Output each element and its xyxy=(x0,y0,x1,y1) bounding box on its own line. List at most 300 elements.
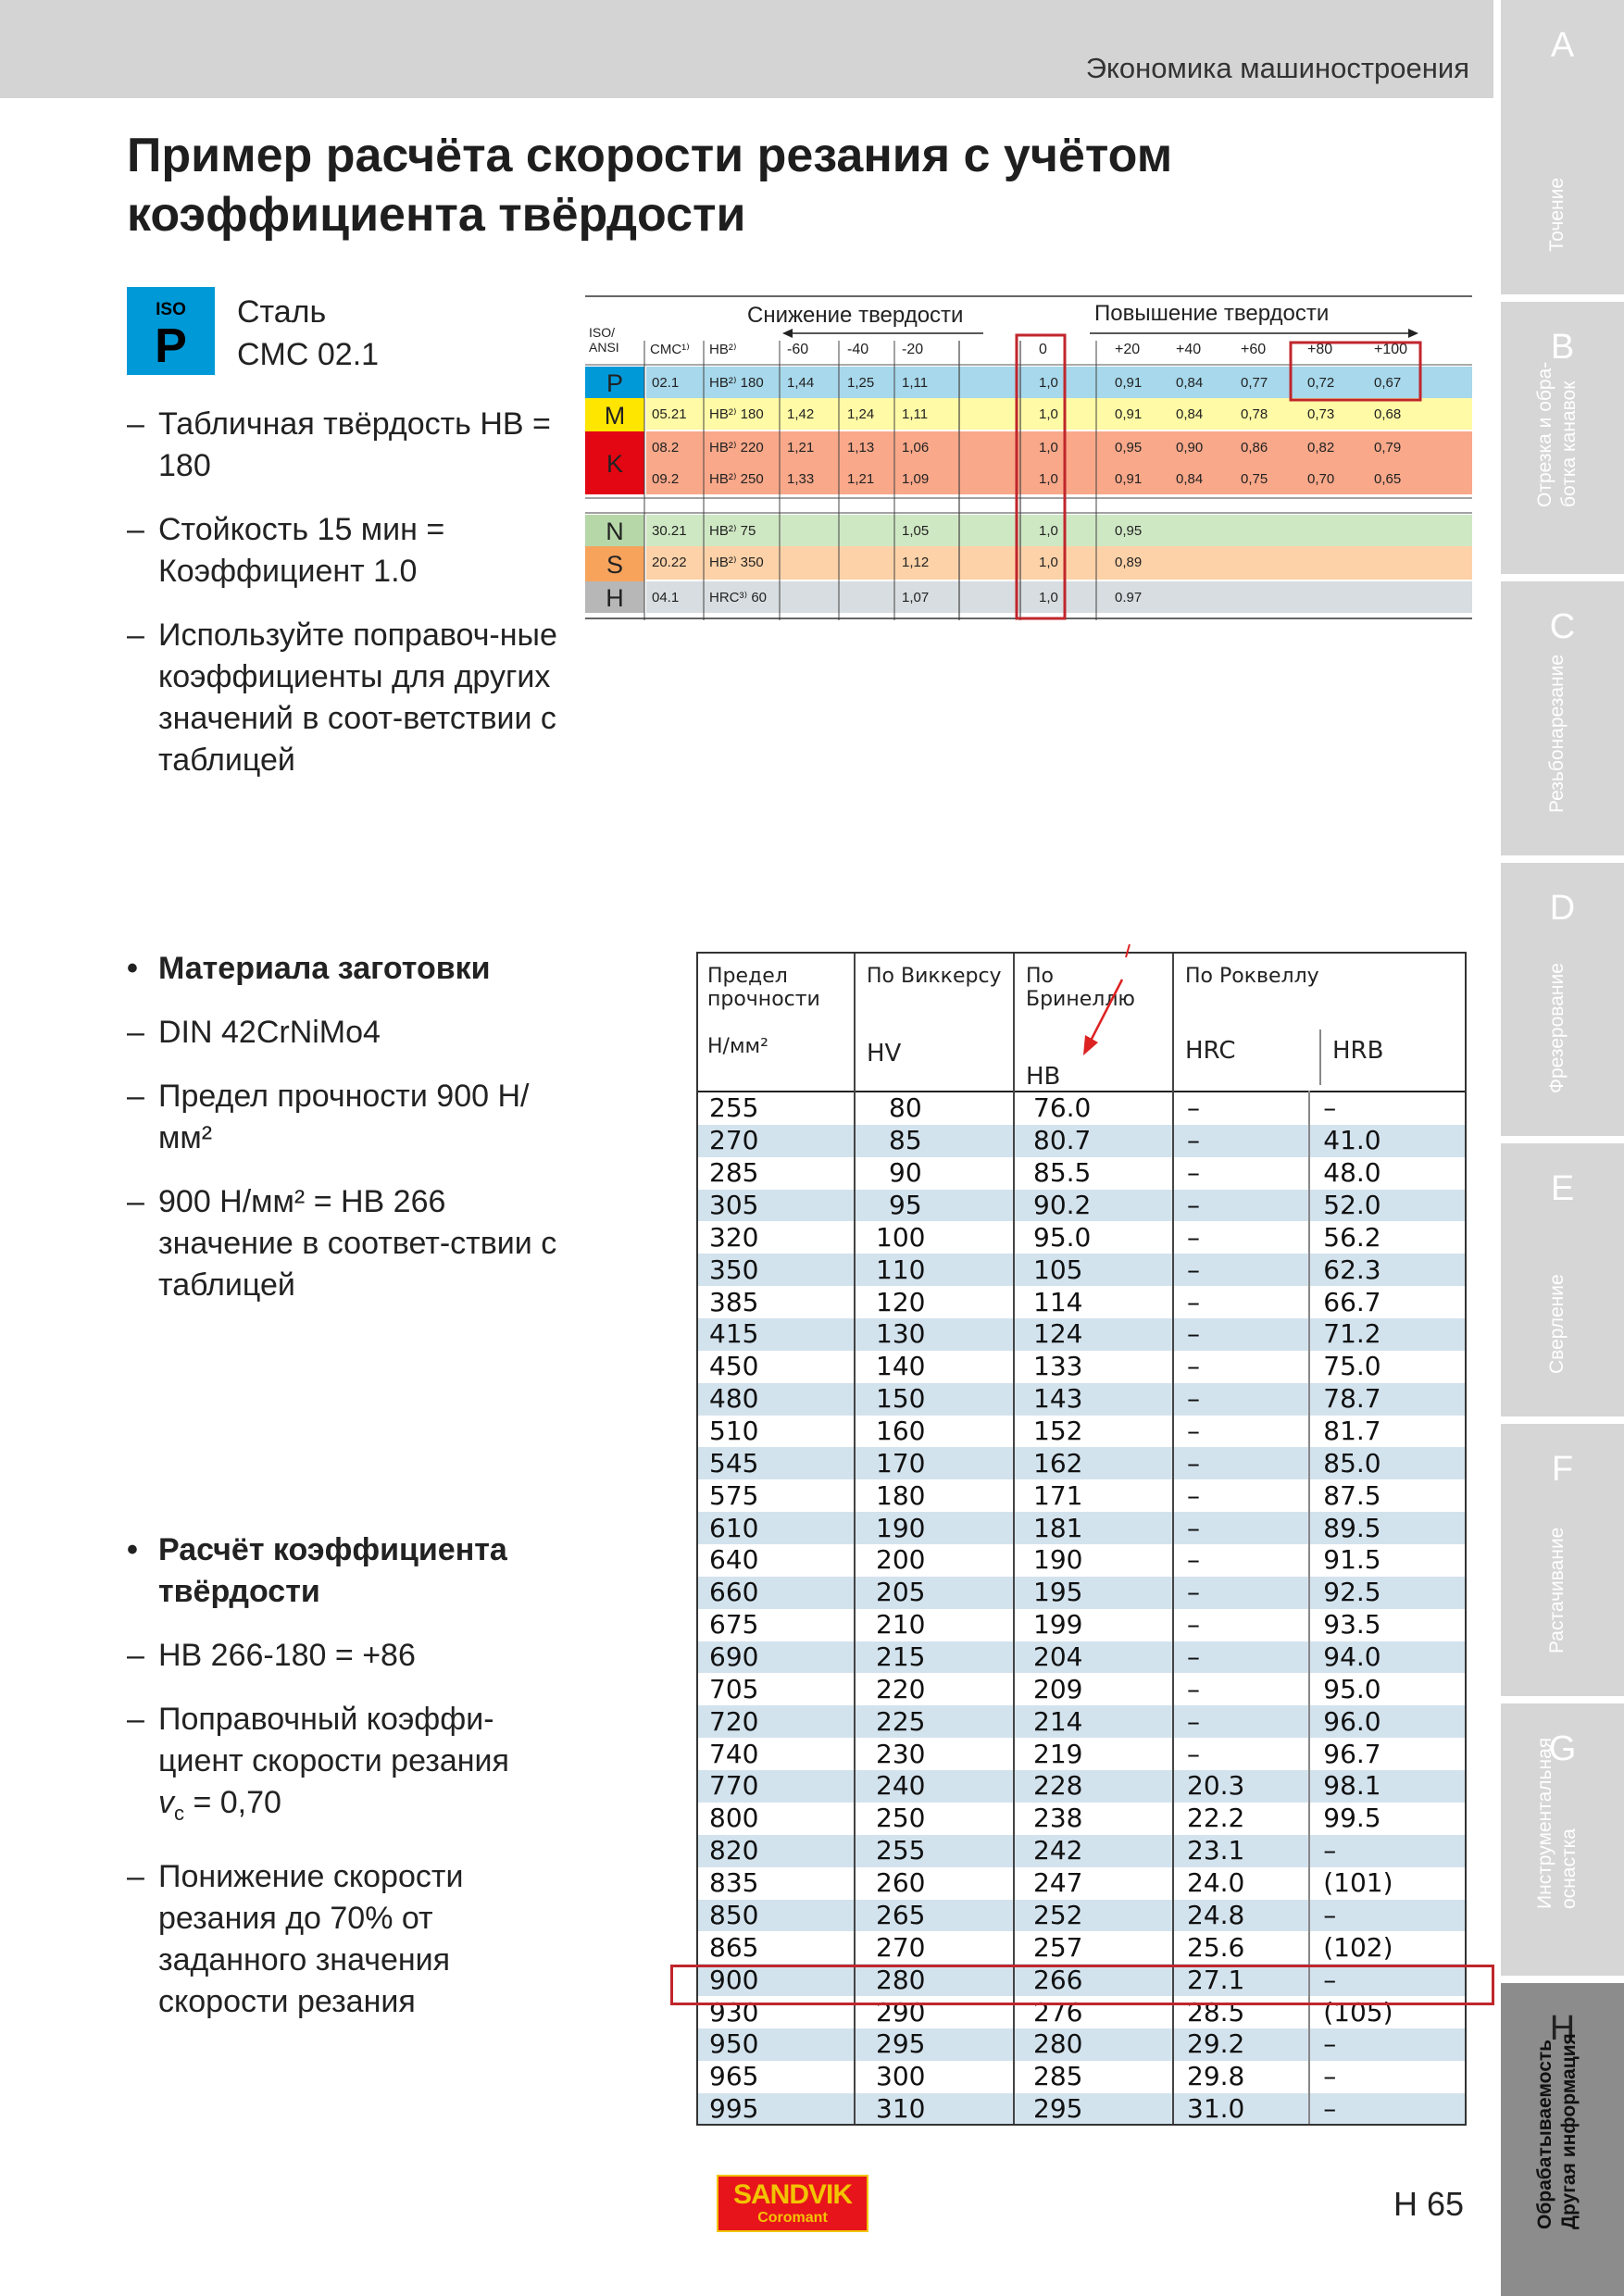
tab-a[interactable] xyxy=(1501,0,1624,294)
header-title: Экономика машиностроения xyxy=(1085,52,1469,84)
factor-value: 0,65 xyxy=(1374,471,1402,487)
factor-value: 0,95 xyxy=(1115,523,1143,539)
hv-cell: 140 xyxy=(855,1351,1014,1383)
hb-cell: 181 xyxy=(1014,1512,1173,1544)
hrb-cell: 48.0 xyxy=(1323,1157,1381,1189)
material-label xyxy=(237,291,379,376)
hb-cell: 280 xyxy=(1014,2028,1173,2061)
iso-label: ISO xyxy=(156,300,186,319)
table-row xyxy=(646,546,1472,580)
arrow-icon xyxy=(1074,942,1139,1063)
material-name: Сталь xyxy=(237,294,327,330)
hv-cell: 230 xyxy=(855,1738,1014,1770)
hb-cell: 171 xyxy=(1014,1479,1173,1512)
hv-cell: 295 xyxy=(855,2028,1014,2061)
factor-value: 0,82 xyxy=(1307,440,1335,455)
factor-value: 0,86 xyxy=(1241,440,1268,455)
factor-value: 1,11 xyxy=(902,375,929,391)
table-row xyxy=(696,1479,1467,1512)
tab-letter: A xyxy=(1550,26,1575,65)
vc-symbol: v xyxy=(158,1785,174,1820)
hb-cell: 90.2 xyxy=(1014,1190,1173,1222)
page-number: H 65 xyxy=(1393,2185,1465,2223)
hv-cell: 290 xyxy=(855,1996,1014,2028)
table-row xyxy=(696,2061,1467,2093)
tab-label: Резьбонарезание xyxy=(1546,654,1568,813)
hv-cell: 300 xyxy=(855,2061,1014,2093)
table-row xyxy=(696,1416,1467,1448)
factor-value: 0,89 xyxy=(1115,555,1143,570)
hb-cell: 209 xyxy=(1014,1673,1173,1705)
tab-letter: G xyxy=(1548,1729,1577,1768)
factor-value: 1,12 xyxy=(902,555,930,570)
hrc-cell: – xyxy=(1173,1705,1309,1738)
hrc-cell: 23.1 xyxy=(1173,1835,1309,1867)
hrc-cell: 22.2 xyxy=(1173,1803,1309,1835)
factor-value: 0,77 xyxy=(1241,375,1268,391)
cmc-value: 02.1 xyxy=(652,375,680,391)
tab-letter: F xyxy=(1551,1450,1574,1489)
hb-cell: 252 xyxy=(1014,1900,1173,1932)
section-1 xyxy=(127,404,562,804)
hrb-cell: 87.5 xyxy=(1323,1479,1381,1511)
factor-value: 0,73 xyxy=(1307,406,1335,422)
hrb-cell: 98.1 xyxy=(1309,1770,1467,1803)
col-cmc: CMC¹⁾ xyxy=(650,342,690,357)
hrc-cell: – xyxy=(1173,1479,1309,1512)
increase-label: Повышение твердости xyxy=(1094,301,1330,326)
hrb-cell: 75.0 xyxy=(1323,1351,1381,1382)
hrb-cell: 89.5 xyxy=(1309,1512,1467,1544)
factor-value: 0,68 xyxy=(1374,406,1402,422)
factor-value: 1,0 xyxy=(1039,440,1058,455)
hv-cell: 120 xyxy=(855,1286,1014,1318)
hb-cell: 257 xyxy=(1014,1931,1173,1964)
table-row xyxy=(696,1738,1467,1770)
table-row xyxy=(696,1157,1467,1190)
hrb-cell: – xyxy=(1309,1835,1467,1867)
hrb-cell: 41.0 xyxy=(1309,1125,1467,1157)
cmc-value: 30.21 xyxy=(652,523,687,539)
iso-group-letter: H xyxy=(606,584,624,612)
factor-value: 0.97 xyxy=(1115,590,1143,605)
hrb-cell: 71.2 xyxy=(1309,1318,1467,1351)
factor-value: 1,21 xyxy=(847,471,875,487)
col-vickers: По Виккерсу HV xyxy=(855,952,1014,1092)
tab-label: Точение xyxy=(1546,177,1568,252)
tab-d[interactable] xyxy=(1501,863,1624,1136)
table-row xyxy=(696,1577,1467,1609)
factor-value: 1,05 xyxy=(902,523,930,539)
hrb-cell: 93.5 xyxy=(1323,1609,1381,1641)
hrb-cell: – xyxy=(1323,2061,1337,2092)
table-row xyxy=(696,1931,1467,1964)
tab-letter: D xyxy=(1549,889,1576,928)
factor-value: 0,91 xyxy=(1115,375,1143,391)
strength-cell: 930 xyxy=(696,1996,855,2028)
hv-cell: 205 xyxy=(855,1577,1014,1609)
hv-cell: 80 xyxy=(855,1092,1014,1125)
hardness-conversion-table xyxy=(696,952,1467,2126)
sandvik-logo: SANDVIK Coromant xyxy=(717,2175,868,2232)
strength-cell: 865 xyxy=(696,1931,855,1964)
hrc-cell: – xyxy=(1173,1609,1309,1641)
hrb-cell: 78.7 xyxy=(1309,1383,1467,1416)
hrb-cell: 81.7 xyxy=(1323,1416,1381,1447)
hv-cell: 110 xyxy=(855,1254,1014,1286)
tab-e[interactable] xyxy=(1501,1143,1624,1416)
table-row xyxy=(696,1318,1467,1351)
factor-value: 1,09 xyxy=(902,471,930,487)
hrc-cell: – xyxy=(1173,1512,1309,1544)
iso-group: P xyxy=(155,319,187,373)
hrb-cell: 94.0 xyxy=(1309,1641,1467,1674)
factor-value: 1,24 xyxy=(847,406,875,422)
hrb-cell: (105) xyxy=(1323,1996,1393,2028)
list-item: – Понижение скорости резания до 70% от заданного значения скорости резания xyxy=(127,1858,464,2019)
factor-value: 1,0 xyxy=(1039,590,1058,605)
hv-cell: 280 xyxy=(855,1964,1014,1996)
section-heading: • Материала заготовки xyxy=(127,951,491,986)
tab-g[interactable] xyxy=(1501,1703,1624,1976)
iso-group-letter: S xyxy=(606,551,624,579)
strength-cell: 610 xyxy=(696,1512,855,1544)
strength-cell: 450 xyxy=(696,1351,855,1383)
strength-cell: 850 xyxy=(696,1900,855,1932)
strength-cell: 835 xyxy=(696,1867,855,1900)
table-row xyxy=(696,1383,1467,1416)
table-row xyxy=(696,1286,1467,1318)
delta-header: +40 xyxy=(1176,342,1202,357)
hb-cell: 242 xyxy=(1014,1835,1173,1867)
hv-cell: 255 xyxy=(855,1835,1014,1867)
hardness-correction-table xyxy=(585,294,1472,620)
hv-cell: 130 xyxy=(855,1318,1014,1351)
strength-cell: 800 xyxy=(696,1803,855,1835)
cmc-value: 04.1 xyxy=(652,590,680,605)
hb-cell: 195 xyxy=(1014,1577,1173,1609)
strength-cell: 995 xyxy=(696,2093,855,2126)
hardness-value: HB²⁾ 220 xyxy=(709,440,764,455)
hb-cell: 80.7 xyxy=(1014,1125,1173,1157)
factor-value: 0,84 xyxy=(1176,406,1204,422)
hv-cell: 220 xyxy=(855,1673,1014,1705)
hv-cell: 215 xyxy=(855,1641,1014,1674)
hrb-cell: 92.5 xyxy=(1309,1577,1467,1609)
table-row xyxy=(696,1512,1467,1544)
hv-cell: 225 xyxy=(855,1705,1014,1738)
factor-value: 0,78 xyxy=(1241,406,1268,422)
hv-cell: 180 xyxy=(855,1479,1014,1512)
tab-b[interactable] xyxy=(1501,302,1624,574)
iso-group-letter: P xyxy=(606,369,624,397)
factor-value: 1,11 xyxy=(902,406,929,422)
decrease-label: Снижение твердости xyxy=(747,303,964,328)
hardness-value: HB²⁾ 75 xyxy=(709,523,756,539)
list-item: – Предел прочности 900 Н/мм² xyxy=(127,1079,530,1155)
factor-value: 1,0 xyxy=(1039,406,1058,422)
hb-cell: 162 xyxy=(1014,1447,1173,1479)
strength-cell: 740 xyxy=(696,1738,855,1770)
table-row xyxy=(696,1447,1467,1479)
table-row xyxy=(696,1254,1467,1286)
section-3 xyxy=(127,1529,562,2045)
tab-c[interactable] xyxy=(1501,581,1624,855)
page-title: Пример расчёта скорости резания с учётом коэффициента твёрдости xyxy=(127,129,1173,242)
strength-cell: 270 xyxy=(696,1125,855,1157)
vc-value: = 0,70 xyxy=(184,1785,281,1820)
hrb-cell: 95.0 xyxy=(1323,1673,1381,1704)
hrb-cell: (102) xyxy=(1323,1931,1393,1963)
hb-cell: 95.0 xyxy=(1014,1221,1173,1254)
hb-cell: 214 xyxy=(1014,1705,1173,1738)
hrc-cell: – xyxy=(1173,1125,1309,1157)
hb-cell: 219 xyxy=(1014,1738,1173,1770)
hrb-cell: – xyxy=(1309,1964,1467,1996)
factor-value: 0,79 xyxy=(1374,440,1402,455)
table-row xyxy=(646,581,1472,613)
table-row xyxy=(696,1673,1467,1705)
strength-cell: 660 xyxy=(696,1577,855,1609)
strength-cell: 510 xyxy=(696,1416,855,1448)
strength-cell: 900 xyxy=(696,1964,855,1996)
table-row xyxy=(696,1092,1467,1125)
hb-cell: 85.5 xyxy=(1014,1157,1173,1190)
hb-cell: 190 xyxy=(1014,1544,1173,1577)
table-row xyxy=(696,2093,1467,2126)
list-item: – HB 266-180 = +86 xyxy=(127,1638,416,1673)
hrb-cell: – xyxy=(1309,2028,1467,2061)
hrc-cell: – xyxy=(1173,1318,1309,1351)
hrc-cell: – xyxy=(1173,1092,1309,1125)
hb-cell: 228 xyxy=(1014,1770,1173,1803)
table-row xyxy=(696,1996,1467,2028)
material-cmc: CMC 02.1 xyxy=(237,337,380,372)
hb-cell: 114 xyxy=(1014,1286,1173,1318)
delta-header: 0 xyxy=(1039,342,1047,357)
hrc-cell: – xyxy=(1173,1286,1309,1318)
hrb-cell: 85.0 xyxy=(1309,1447,1467,1479)
hrc-cell: – xyxy=(1173,1738,1309,1770)
hv-cell: 265 xyxy=(855,1900,1014,1932)
table-row xyxy=(696,1900,1467,1932)
table-row xyxy=(696,1867,1467,1900)
factor-value: 0,95 xyxy=(1115,440,1143,455)
delta-header: -20 xyxy=(902,342,924,357)
tab-h[interactable] xyxy=(1501,1983,1624,2296)
tab-label: Отрезка и обра- ботка канавок xyxy=(1534,361,1580,507)
strength-cell: 385 xyxy=(696,1286,855,1318)
hv-cell: 270 xyxy=(855,1931,1014,1964)
hb-cell: 143 xyxy=(1014,1383,1173,1416)
strength-cell: 705 xyxy=(696,1673,855,1705)
delta-header: +80 xyxy=(1307,342,1333,357)
delta-header: -40 xyxy=(847,342,869,357)
tab-f[interactable] xyxy=(1501,1424,1624,1696)
factor-value: 1,0 xyxy=(1039,523,1058,539)
hardness-value: HRC³⁾ 60 xyxy=(709,590,768,605)
hb-cell: 133 xyxy=(1014,1351,1173,1383)
header-bar xyxy=(0,0,1493,98)
factor-value: 1,33 xyxy=(787,471,815,487)
hrb-cell: 91.5 xyxy=(1323,1544,1381,1576)
factor-value: 0,90 xyxy=(1176,440,1204,455)
factor-value: 0,91 xyxy=(1115,406,1143,422)
hv-cell: 190 xyxy=(855,1512,1014,1544)
hrb-cell: 62.3 xyxy=(1309,1254,1467,1286)
hrc-cell: 29.2 xyxy=(1173,2028,1309,2061)
strength-cell: 415 xyxy=(696,1318,855,1351)
factor-value: 0,70 xyxy=(1307,471,1335,487)
strength-cell: 285 xyxy=(696,1157,855,1190)
list-item: – DIN 42CrNiMo4 xyxy=(127,1015,381,1050)
table-row xyxy=(646,463,1472,494)
delta-header: +60 xyxy=(1241,342,1267,357)
hb-cell: 76.0 xyxy=(1014,1092,1173,1125)
list-item: – 900 Н/мм² = HB 266 значение в соответ-ствии с таблицей xyxy=(127,1184,557,1303)
hrc-cell: – xyxy=(1173,1673,1309,1705)
hv-cell: 170 xyxy=(855,1447,1014,1479)
section-2 xyxy=(127,948,562,1329)
table-row xyxy=(696,1125,1467,1157)
hv-cell: 310 xyxy=(855,2093,1014,2126)
section-tabs xyxy=(1501,0,1624,2296)
hrb-cell: 56.2 xyxy=(1323,1221,1381,1253)
factor-value: 0,84 xyxy=(1176,375,1204,391)
hrc-cell: 31.0 xyxy=(1173,2093,1309,2126)
col-strength: Предел прочности Н/мм² xyxy=(696,952,855,1092)
hrc-cell: – xyxy=(1173,1577,1309,1609)
hv-cell: 210 xyxy=(855,1609,1014,1641)
hrc-cell: – xyxy=(1173,1351,1309,1383)
list-item: – Поправочный коэффи-циент скорости резания $v_c = 0,70$ xyxy=(127,1702,509,1825)
table-row xyxy=(646,431,1472,463)
hrb-cell: 99.5 xyxy=(1323,1803,1381,1834)
hb-cell: 105 xyxy=(1014,1254,1173,1286)
hrc-cell: – xyxy=(1173,1157,1309,1190)
factor-value: 0,75 xyxy=(1241,471,1268,487)
hrc-cell: 20.3 xyxy=(1173,1770,1309,1803)
factor-value: 0,67 xyxy=(1374,375,1402,391)
strength-cell: 575 xyxy=(696,1479,855,1512)
hardness-value: HB²⁾ 250 xyxy=(709,471,764,487)
hv-cell: 95 xyxy=(855,1190,1014,1222)
factor-value: 1,25 xyxy=(847,375,875,391)
hb-cell: 199 xyxy=(1014,1609,1173,1641)
table-row xyxy=(696,1835,1467,1867)
factor-value: 1,07 xyxy=(902,590,930,605)
delta-header: +20 xyxy=(1115,342,1141,357)
table-row xyxy=(696,1705,1467,1738)
hv-cell: 85 xyxy=(855,1125,1014,1157)
iso-group-letter: K xyxy=(606,450,624,478)
hrb-cell: 96.0 xyxy=(1309,1705,1467,1738)
list-item: – Стойкость 15 мин = Коэффициент 1.0 xyxy=(127,512,445,589)
hv-cell: 260 xyxy=(855,1867,1014,1900)
hrc-cell: 24.8 xyxy=(1173,1900,1309,1932)
tab-label: Растачивание xyxy=(1546,1527,1568,1653)
factor-value: 1,0 xyxy=(1039,471,1058,487)
hv-cell: 90 xyxy=(855,1157,1014,1190)
hrc-cell: 25.6 xyxy=(1173,1931,1309,1964)
hb-cell: 247 xyxy=(1014,1867,1173,1900)
table-row xyxy=(646,367,1472,398)
factor-value: 0,72 xyxy=(1307,375,1335,391)
hrc-cell: – xyxy=(1173,1383,1309,1416)
hrc-cell: – xyxy=(1173,1416,1309,1448)
hrb-cell: 96.7 xyxy=(1323,1738,1381,1769)
strength-cell: 320 xyxy=(696,1221,855,1254)
hb-cell: 124 xyxy=(1014,1318,1173,1351)
col-hb: HB²⁾ xyxy=(709,342,737,357)
strength-cell: 690 xyxy=(696,1641,855,1674)
factor-value: 1,21 xyxy=(787,440,815,455)
table-row xyxy=(696,1221,1467,1254)
section-heading: • Расчёт коэффициента твёрдости xyxy=(127,1532,507,1609)
tab-letter: B xyxy=(1550,328,1575,367)
col-iso-ansi: ISO/ ANSI xyxy=(589,325,619,355)
strength-cell: 770 xyxy=(696,1770,855,1803)
tab-label: Фрезерование xyxy=(1546,963,1568,1093)
factor-value: 1,44 xyxy=(787,375,815,391)
tab-letter: E xyxy=(1550,1169,1575,1208)
hrb-cell: 52.0 xyxy=(1309,1190,1467,1222)
hb-cell: 152 xyxy=(1014,1416,1173,1448)
factor-value: 0,84 xyxy=(1176,471,1204,487)
strength-cell: 255 xyxy=(696,1092,855,1125)
factor-value: 1,06 xyxy=(902,440,930,455)
delta-header: +100 xyxy=(1374,342,1408,357)
table-row xyxy=(696,1964,1467,1996)
factor-value: 1,0 xyxy=(1039,555,1058,570)
hrc-cell: – xyxy=(1173,1190,1309,1222)
iso-badge xyxy=(127,287,215,375)
strength-cell: 640 xyxy=(696,1544,855,1577)
table-row xyxy=(696,1351,1467,1383)
table-row xyxy=(696,1770,1467,1803)
strength-cell: 350 xyxy=(696,1254,855,1286)
strength-cell: 965 xyxy=(696,2061,855,2093)
tab-label: Обрабатываемость Другая информация xyxy=(1534,2033,1580,2229)
list-item: – Табличная твёрдость HB = 180 xyxy=(127,406,551,483)
hrb-cell: – xyxy=(1309,1900,1467,1932)
hrc-cell: 28.5 xyxy=(1173,1996,1309,2028)
hv-cell: 100 xyxy=(855,1221,1014,1254)
table-row xyxy=(696,1641,1467,1674)
hv-cell: 200 xyxy=(855,1544,1014,1577)
hv-cell: 150 xyxy=(855,1383,1014,1416)
hrc-cell: – xyxy=(1173,1544,1309,1577)
cmc-value: 08.2 xyxy=(652,440,680,455)
table-row xyxy=(696,1609,1467,1641)
arrow-left-icon xyxy=(782,329,793,338)
factor-value: 1,42 xyxy=(787,406,815,422)
iso-group-letter: M xyxy=(604,402,626,430)
cmc-value: 20.22 xyxy=(652,555,687,570)
col-rockwell: По Роквеллу HRC HRB xyxy=(1173,952,1467,1092)
hrb-cell: 66.7 xyxy=(1323,1286,1381,1317)
hrc-cell: – xyxy=(1173,1254,1309,1286)
hrc-cell: 27.1 xyxy=(1173,1964,1309,1996)
table-row xyxy=(646,398,1472,430)
hrb-cell: (101) xyxy=(1323,1867,1393,1899)
hb-cell: 285 xyxy=(1014,2061,1173,2093)
table-row xyxy=(646,515,1472,546)
hardness-value: HB²⁾ 180 xyxy=(709,406,764,422)
hb-cell: 204 xyxy=(1014,1641,1173,1674)
strength-cell: 545 xyxy=(696,1447,855,1479)
table-row xyxy=(696,1544,1467,1577)
